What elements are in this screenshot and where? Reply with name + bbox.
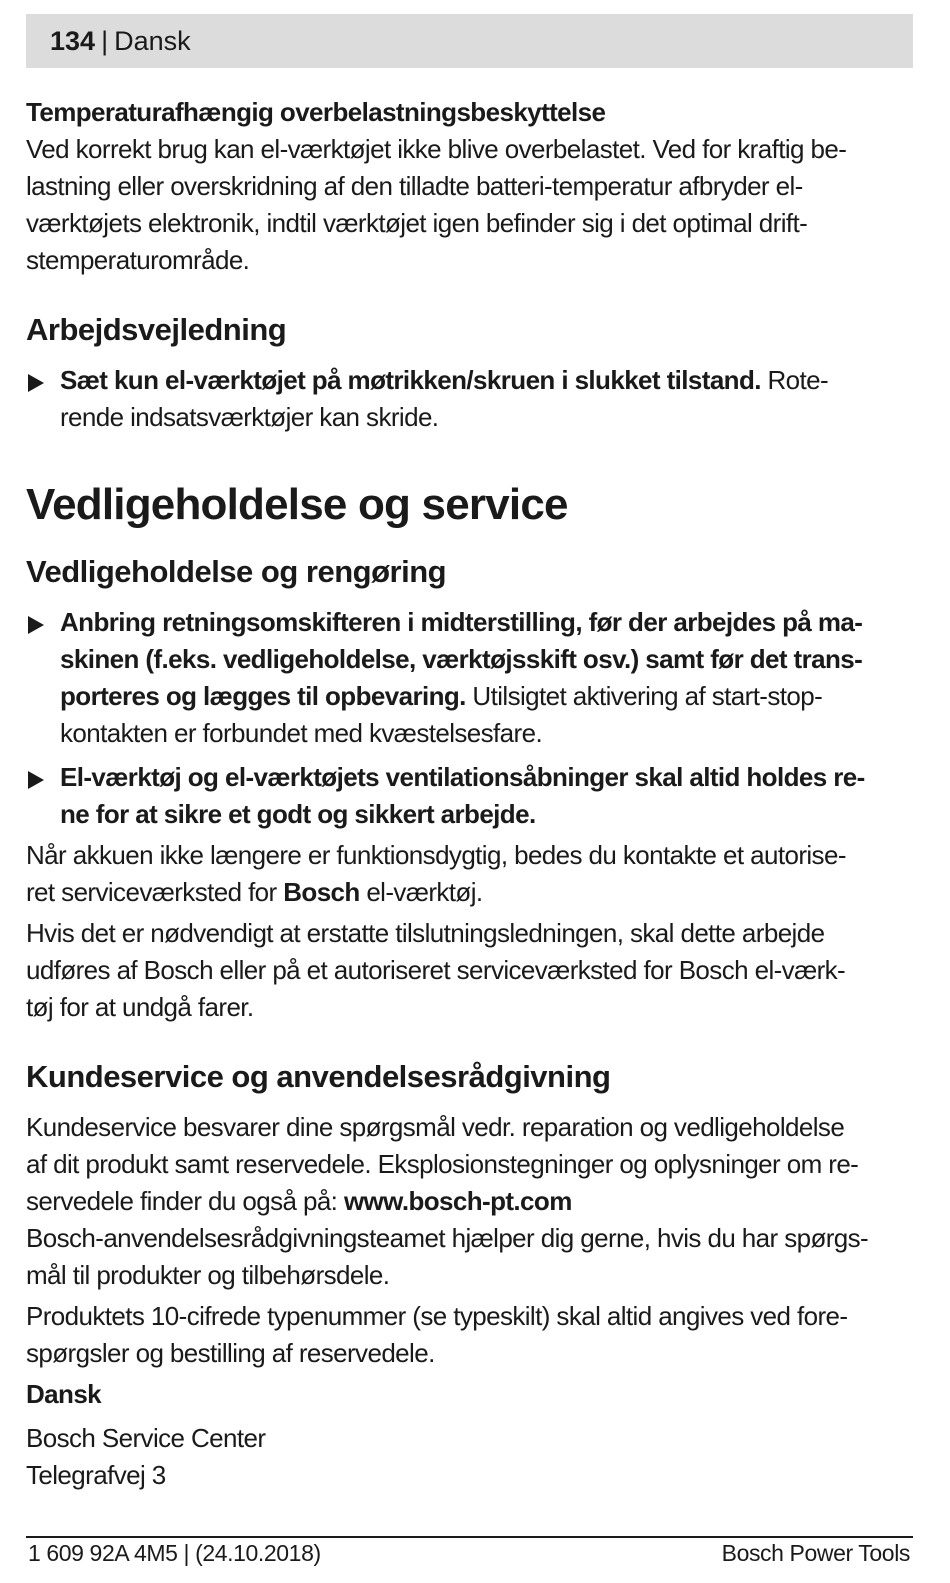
cable-line-1: Hvis det er nødvendigt at erstatte tilslutningsledningen, skal dette arbejde <box>26 918 825 948</box>
bullet-triangle-icon <box>28 771 44 789</box>
heading-maintenance-service: Vedligeholdelse og service <box>26 480 568 529</box>
footer-divider <box>26 1536 913 1538</box>
maint-b1-line-3-rest: Utilsigtet aktivering af start-stop- <box>465 681 823 711</box>
cable-line-3: tøj for at undgå farer. <box>26 992 254 1022</box>
cs-line-2: af dit produkt samt reservedele. Eksplosionstegninger og oplysninger om re- <box>26 1149 859 1179</box>
header-language: Dansk <box>114 25 191 56</box>
maint-b2-line-2: ne for at sikre et godt og sikkert arbejde. <box>60 799 536 829</box>
address-block <box>26 1420 916 1494</box>
footer-document-id: 1 609 92A 4M5 | (24.10.2018) <box>28 1540 321 1566</box>
battery-line-1: Når akkuen ikke længere er funktionsdygtig, bedes du kontakte et autorise- <box>26 840 846 870</box>
adv-line-2: mål til produkter og tilbehørsdele. <box>26 1260 390 1290</box>
cs-line-3a: servedele finder du også på: <box>26 1186 344 1216</box>
temp-line-4: stemperaturområde. <box>26 245 250 275</box>
work-bullet-rest-1: Rote- <box>760 365 829 395</box>
bullet-triangle-icon <box>28 616 44 634</box>
heading-work-guidance: Arbejdsvejledning <box>26 312 287 347</box>
address-line-2: Telegrafvej 3 <box>26 1460 166 1490</box>
battery-line-2a: ret serviceværksted for <box>26 877 284 907</box>
work-bullet-bold: Sæt kun el-værktøjet på møtrikken/skruen i slukket tilstand. <box>60 365 761 395</box>
temp-line-2: lastning eller overskridning af den tilladte batteri-temperatur afbryder el- <box>26 171 803 201</box>
paragraph-advisory-team <box>26 1220 916 1294</box>
type-line-2: spørgsler og bestilling af reservedele. <box>26 1338 435 1368</box>
heading-maintenance-cleaning: Vedligeholdelse og rengøring <box>26 554 447 589</box>
maint-b1-line-2: skinen (f.eks. vedligeholdelse, værktøjsskift osv.) samt før det trans- <box>60 644 863 674</box>
bullet-direction-switch <box>26 604 916 752</box>
header-separator: | <box>101 25 109 56</box>
battery-line-2b: el-værktøj. <box>359 877 483 907</box>
bullet-triangle-icon <box>28 374 44 392</box>
type-line-1: Produktets 10-cifrede typenummer (se typeskilt) skal altid angives ved fore- <box>26 1301 848 1331</box>
temp-line-1: Ved korrekt brug kan el-værktøjet ikke blive overbelastet. Ved for kraftig be- <box>26 134 847 164</box>
maint-b1-line-4: kontakten er forbundet med kvæstelsesfare. <box>60 718 543 748</box>
brand-bosch: Bosch <box>283 877 360 907</box>
maint-b1-line-3-bold: porteres og lægges til opbevaring. <box>60 681 466 711</box>
maint-b1-line-1: Anbring retningsomskifteren i midterstilling, før der arbejdes på ma- <box>60 607 863 637</box>
maint-b2-line-1: El-værktøj og el-værktøjets ventilationsåbninger skal altid holdes re- <box>60 762 865 792</box>
paragraph-customer-service <box>26 1109 916 1220</box>
cs-line-1: Kundeservice besvarer dine spørgsmål vedr. reparation og vedligeholdelse <box>26 1112 845 1142</box>
country-label: Dansk <box>26 1379 102 1409</box>
footer-brand: Bosch Power Tools <box>721 1540 910 1566</box>
work-bullet-rest-2: rende indsatsværktøjer kan skride. <box>60 402 439 432</box>
paragraph-cable-replacement <box>26 915 916 1026</box>
page-number: 134 <box>50 25 96 56</box>
bullet-work-guidance <box>26 362 916 436</box>
temp-line-3: værktøjets elektronik, indtil værktøjet igen befinder sig i det optimal drift- <box>26 208 808 238</box>
heading-temperature-protection: Temperaturafhængig overbelastningsbeskyttelse <box>26 97 606 127</box>
page-content <box>26 90 916 1494</box>
paragraph-type-number <box>26 1298 916 1372</box>
paragraph-battery-service <box>26 837 916 911</box>
cable-line-2: udføres af Bosch eller på et autoriseret serviceværksted for Bosch el-værk- <box>26 955 846 985</box>
heading-customer-service: Kundeservice og anvendelsesrådgivning <box>26 1059 611 1094</box>
bullet-ventilation <box>26 759 916 833</box>
address-line-1: Bosch Service Center <box>26 1423 266 1453</box>
adv-line-1: Bosch-anvendelsesrådgivningsteamet hjælper dig gerne, hvis du har spørgs- <box>26 1223 869 1253</box>
bosch-website-link[interactable]: www.bosch-pt.com <box>343 1186 572 1216</box>
page-header <box>26 14 913 68</box>
